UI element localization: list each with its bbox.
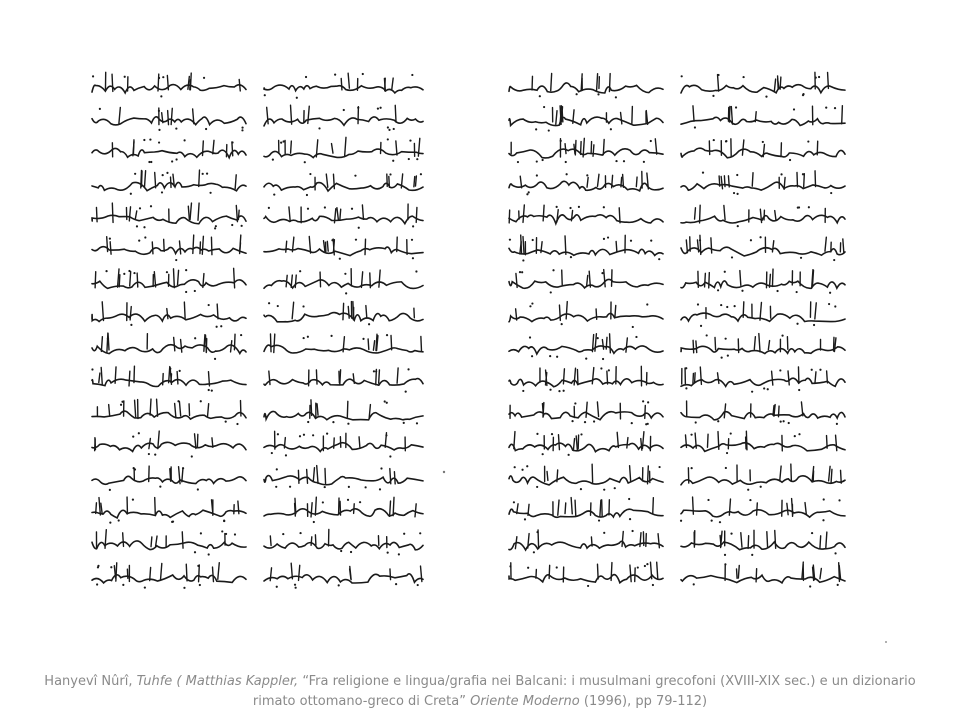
- handwriting-stroke: [260, 397, 425, 427]
- manuscript-line: [505, 70, 665, 100]
- manuscript-line: [677, 364, 847, 394]
- handwriting-stroke: [677, 397, 847, 427]
- manuscript-line: [88, 462, 248, 492]
- manuscript-line: [677, 527, 847, 557]
- manuscript-line: [260, 201, 425, 231]
- handwriting-stroke: [88, 201, 248, 231]
- handwriting-stroke: [677, 560, 847, 590]
- handwriting-stroke: [88, 135, 248, 165]
- handwriting-stroke: [260, 233, 425, 263]
- handwriting-stroke: [260, 201, 425, 231]
- manuscript-line: [505, 364, 665, 394]
- manuscript-line: [505, 429, 665, 459]
- manuscript-line: [677, 462, 847, 492]
- manuscript-line: [505, 266, 665, 296]
- manuscript-line: [505, 331, 665, 361]
- manuscript-line: [260, 168, 425, 198]
- manuscript-line: [88, 103, 248, 133]
- manuscript-line: [677, 560, 847, 590]
- manuscript-line: [505, 397, 665, 427]
- handwriting-stroke: [88, 560, 248, 590]
- manuscript-line: [88, 364, 248, 394]
- manuscript-line: [677, 201, 847, 231]
- handwriting-stroke: [505, 495, 665, 525]
- handwriting-stroke: [677, 201, 847, 231]
- manuscript-line: [88, 168, 248, 198]
- handwriting-stroke: [88, 266, 248, 296]
- manuscript-line: [260, 527, 425, 557]
- handwriting-stroke: [88, 168, 248, 198]
- handwriting-stroke: [505, 266, 665, 296]
- handwriting-stroke: [260, 103, 425, 133]
- manuscript-line: [260, 397, 425, 427]
- handwriting-stroke: [677, 299, 847, 329]
- handwriting-stroke: [260, 168, 425, 198]
- handwriting-stroke: [88, 233, 248, 263]
- handwriting-stroke: [505, 135, 665, 165]
- manuscript-column-left-inner: [260, 70, 425, 590]
- handwriting-stroke: [677, 266, 847, 296]
- manuscript-column-right-outer: [677, 70, 847, 590]
- handwriting-stroke: [677, 462, 847, 492]
- manuscript-line: [677, 135, 847, 165]
- handwriting-stroke: [260, 70, 425, 100]
- manuscript-line: [677, 397, 847, 427]
- handwriting-stroke: [88, 364, 248, 394]
- handwriting-stroke: [88, 331, 248, 361]
- manuscript-line: [260, 331, 425, 361]
- handwriting-stroke: [88, 70, 248, 100]
- manuscript-line: [88, 429, 248, 459]
- manuscript-line: [505, 495, 665, 525]
- handwriting-stroke: [88, 103, 248, 133]
- manuscript-line: [260, 135, 425, 165]
- manuscript-line: [260, 299, 425, 329]
- handwriting-stroke: [260, 527, 425, 557]
- manuscript-line: [88, 266, 248, 296]
- handwriting-stroke: [88, 429, 248, 459]
- manuscript-line: [260, 560, 425, 590]
- handwriting-stroke: [677, 103, 847, 133]
- handwriting-stroke: [88, 397, 248, 427]
- caption-year-pages: (1996), pp 79-112): [583, 694, 708, 709]
- manuscript-line: [88, 331, 248, 361]
- handwriting-stroke: [677, 168, 847, 198]
- manuscript-line: [505, 103, 665, 133]
- manuscript-line: [677, 168, 847, 198]
- manuscript-line: [260, 462, 425, 492]
- caption-journal: Oriente Moderno: [470, 694, 580, 709]
- manuscript-line: [677, 331, 847, 361]
- manuscript-line: [677, 429, 847, 459]
- manuscript-line: [88, 397, 248, 427]
- handwriting-stroke: [505, 397, 665, 427]
- manuscript-line: [88, 70, 248, 100]
- handwriting-stroke: [260, 135, 425, 165]
- manuscript-line: [260, 70, 425, 100]
- caption-work: Tuhfe ( Matthias Kappler,: [136, 674, 299, 689]
- manuscript-line: [260, 266, 425, 296]
- handwriting-stroke: [88, 462, 248, 492]
- handwriting-stroke: [677, 364, 847, 394]
- handwriting-stroke: [260, 495, 425, 525]
- caption-author: Hanyevî Nûrî,: [44, 674, 133, 689]
- manuscript-line: [88, 299, 248, 329]
- handwriting-stroke: [505, 364, 665, 394]
- manuscript-line: [88, 135, 248, 165]
- handwriting-stroke: [260, 299, 425, 329]
- manuscript-line: [88, 201, 248, 231]
- manuscript-line: [88, 527, 248, 557]
- manuscript-line: [260, 495, 425, 525]
- manuscript-line: [88, 560, 248, 590]
- manuscript-line: [505, 168, 665, 198]
- manuscript-line: [505, 299, 665, 329]
- handwriting-stroke: [505, 299, 665, 329]
- manuscript-line: [677, 495, 847, 525]
- manuscript-line: [677, 299, 847, 329]
- manuscript-line: [260, 103, 425, 133]
- handwriting-stroke: [505, 527, 665, 557]
- handwriting-stroke: [505, 429, 665, 459]
- manuscript-column-left-outer: [88, 70, 248, 590]
- manuscript-line: [88, 233, 248, 263]
- handwriting-stroke: [88, 527, 248, 557]
- manuscript-page-right: [505, 70, 850, 590]
- handwriting-stroke: [505, 233, 665, 263]
- manuscript-line: [677, 103, 847, 133]
- manuscript-line: [260, 233, 425, 263]
- handwriting-stroke: [260, 560, 425, 590]
- handwriting-stroke: [88, 299, 248, 329]
- manuscript-line: [505, 462, 665, 492]
- manuscript-line: [260, 429, 425, 459]
- caption-article-title: “Fra religione e lingua/grafia nei Balcani: i musulmani grecofoni (XVIII-XIX sec.) e un dizionario rimato ottomano-greco di Creta”: [252, 674, 916, 709]
- handwriting-stroke: [677, 429, 847, 459]
- handwriting-stroke: [505, 103, 665, 133]
- manuscript-line: [505, 233, 665, 263]
- manuscript-line: [260, 364, 425, 394]
- handwriting-stroke: [677, 135, 847, 165]
- handwriting-stroke: [260, 331, 425, 361]
- ink-dot-mark: [442, 470, 446, 474]
- handwriting-stroke: [260, 266, 425, 296]
- manuscript-line: [677, 233, 847, 263]
- manuscript-column-right-inner: [505, 70, 665, 590]
- manuscript-line: [505, 135, 665, 165]
- handwriting-stroke: [505, 462, 665, 492]
- manuscript-page-left: [88, 70, 428, 590]
- ink-dot-mark-bottom: [884, 640, 888, 644]
- handwriting-stroke: [677, 527, 847, 557]
- handwriting-stroke: [88, 495, 248, 525]
- handwriting-stroke: [505, 168, 665, 198]
- manuscript-line: [677, 70, 847, 100]
- handwriting-stroke: [260, 429, 425, 459]
- manuscript-line: [88, 495, 248, 525]
- handwriting-stroke: [677, 70, 847, 100]
- handwriting-stroke: [505, 201, 665, 231]
- handwriting-stroke: [505, 70, 665, 100]
- handwriting-stroke: [677, 495, 847, 525]
- manuscript-line: [677, 266, 847, 296]
- handwriting-stroke: [260, 462, 425, 492]
- handwriting-stroke: [505, 560, 665, 590]
- figure-caption: [40, 672, 920, 712]
- handwriting-stroke: [677, 331, 847, 361]
- manuscript-line: [505, 560, 665, 590]
- handwriting-stroke: [260, 364, 425, 394]
- manuscript-line: [505, 527, 665, 557]
- handwriting-stroke: [677, 233, 847, 263]
- manuscript-line: [505, 201, 665, 231]
- handwriting-stroke: [505, 331, 665, 361]
